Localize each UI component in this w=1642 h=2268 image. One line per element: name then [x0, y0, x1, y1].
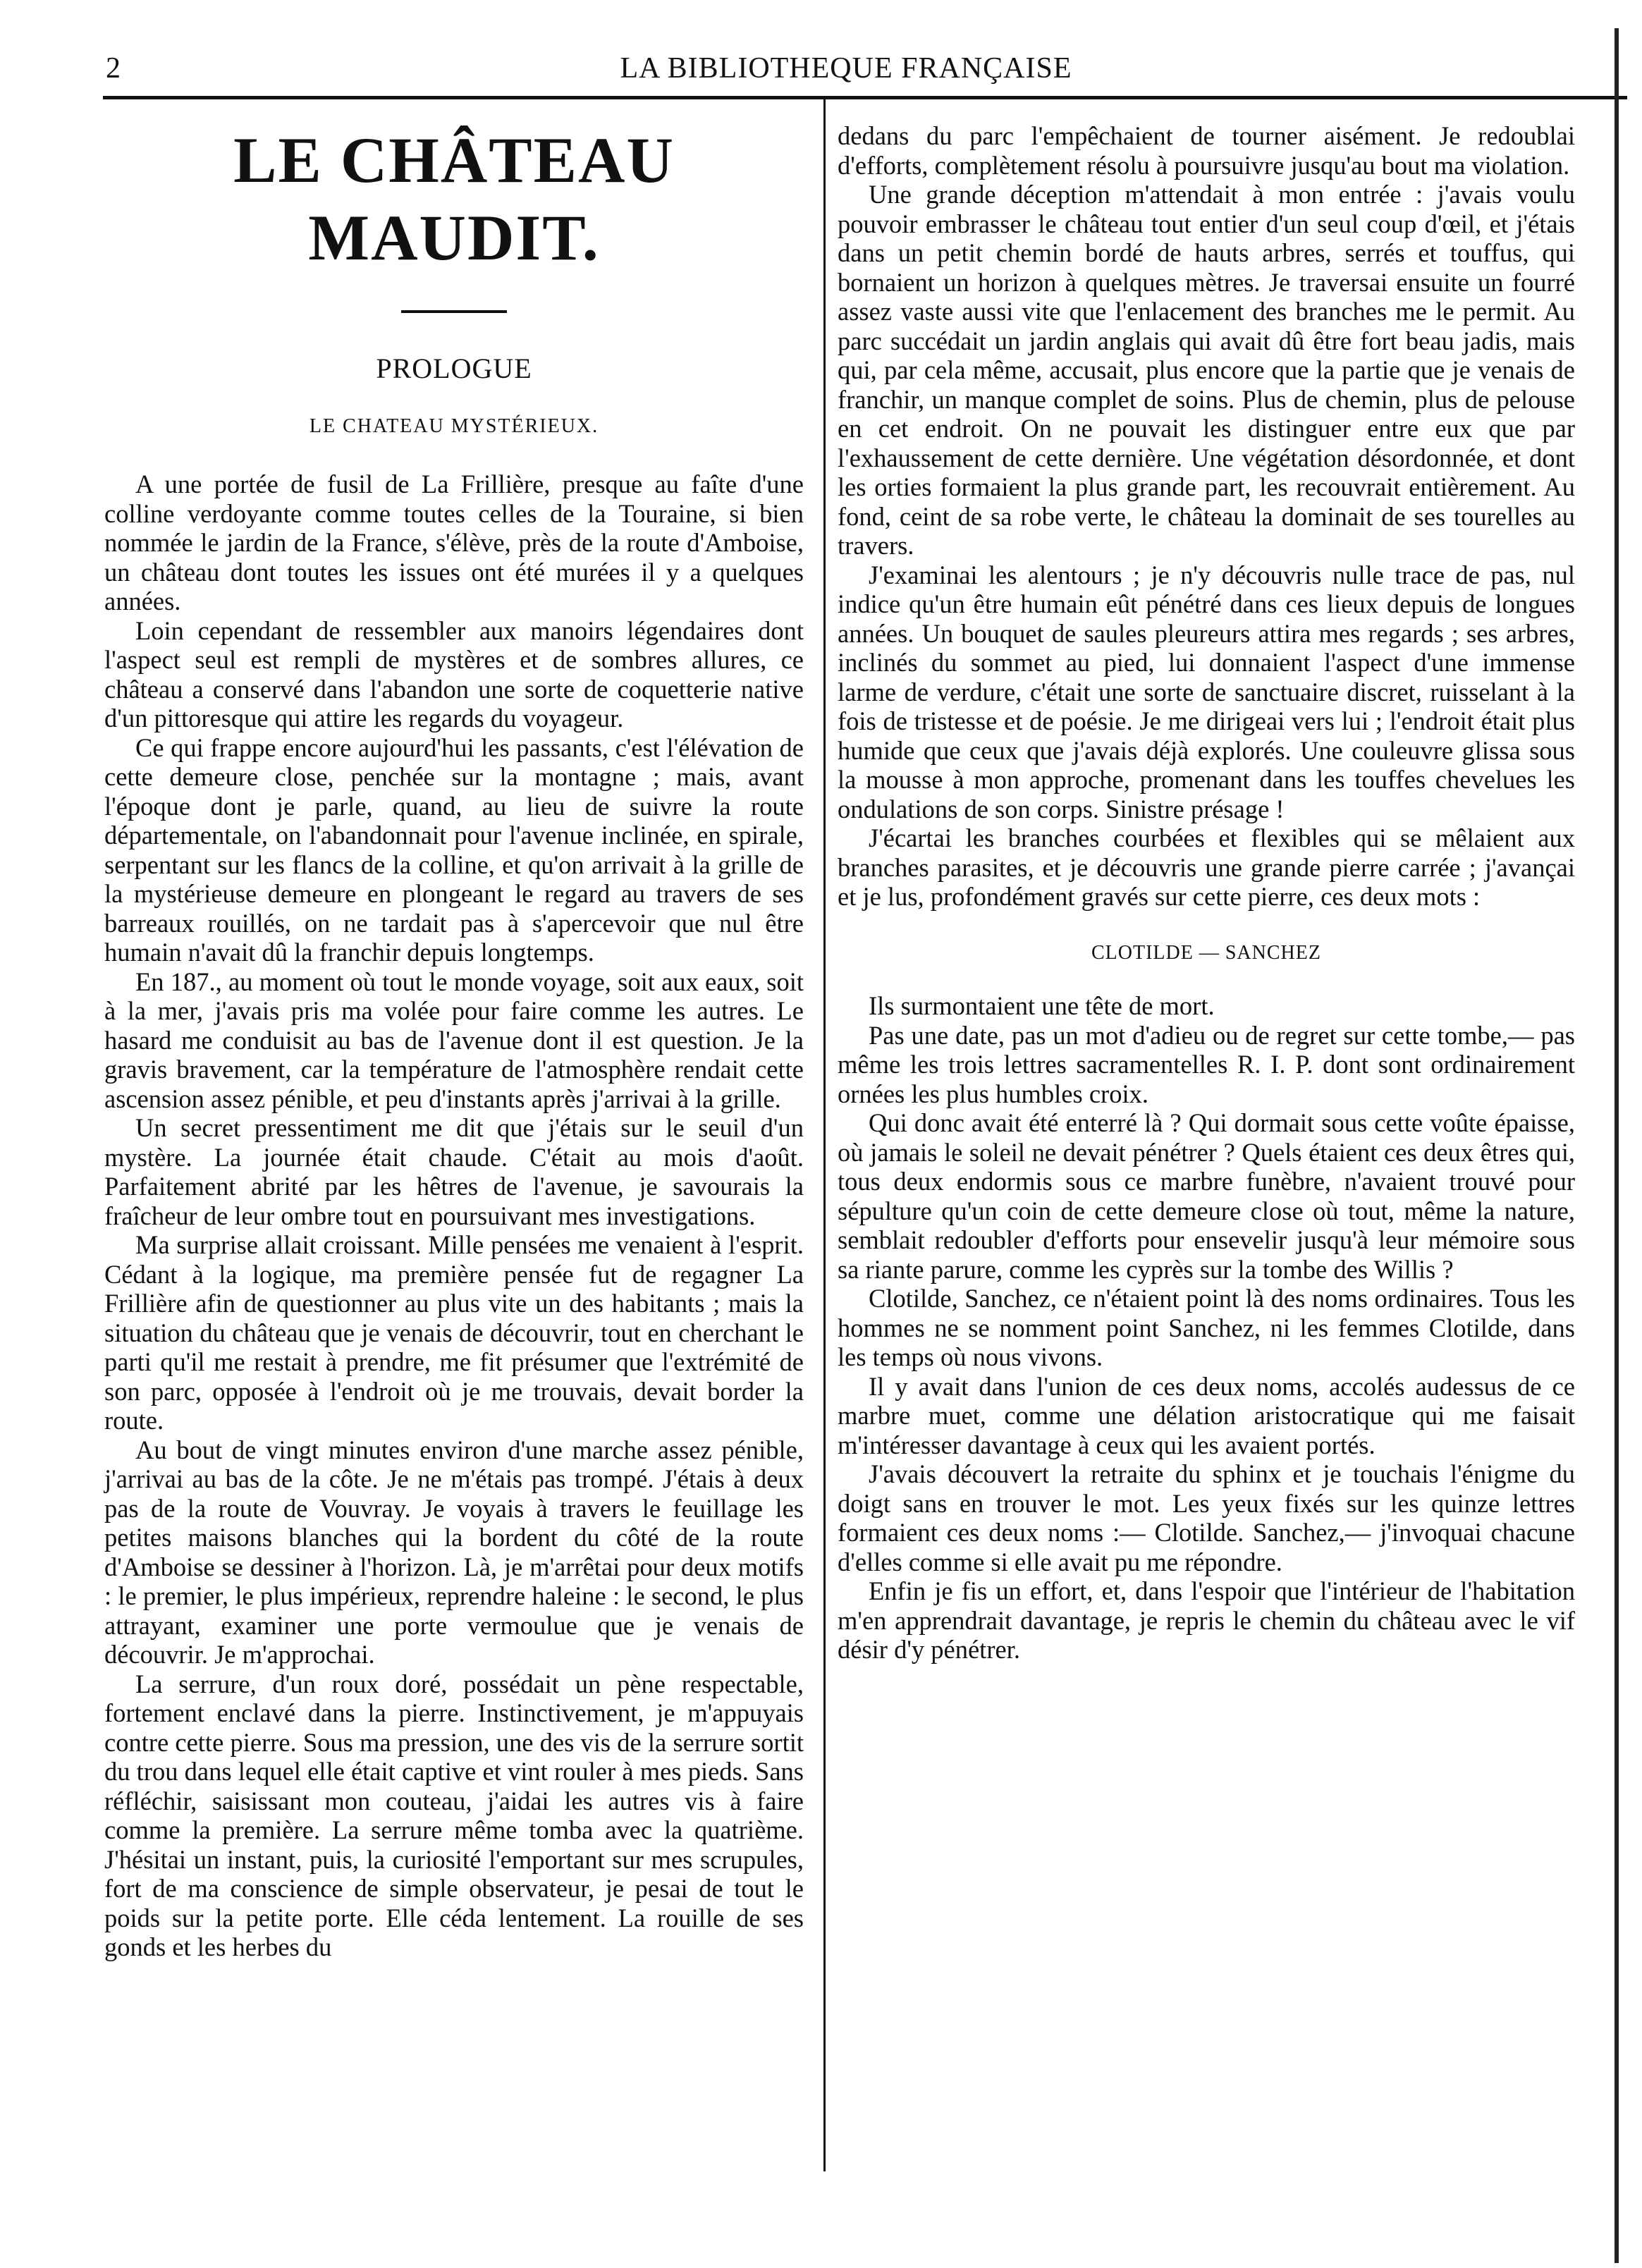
paragraph: La serrure, d'un roux doré, possédait un pène respectable, fortement enclavé dans la pierre. Instinctivement, je m'appuyais contre cette pierre. Sous ma pression, une des vis de la serrure sortit du trou dans lequel elle était captive et vint rouler à mes pieds. Sans réfléchir, saisissant mon couteau, j'aidai les autres vis à faire comme la première. La serrure même tomba avec la quatrième. J'hésitai un instant, puis, la curiosité l'emportant sur mes scrupules, fort de ma conscience de simple observateur, je pesai de tout le poids sur la petite porte. Elle céda lentement. La rouille de ses gonds et les herbes du	[104, 1669, 804, 1961]
column-divider	[823, 99, 826, 2171]
header-rule	[103, 96, 1627, 99]
left-column	[104, 118, 804, 1962]
paragraph: Une grande déception m'attendait à mon entrée : j'avais voulu pouvoir embrasser le château tout entier d'un seul coup d'œil, et j'étais dans un petit chemin bordé de hauts arbres, serrés et touffus, qui bornaient un horizon à quelques mètres. Je traversai ensuite un fourré assez vaste aussi vite que l'enlacement des branches me le permit. Au parc succédait un jardin anglais qui avait dû être fort beau jadis, mais qui, par cela même, accusait, plus encore que la partie que je venais de franchir, un manque complet de soins. Plus de chemin, plus de pelouse en cet endroit. On ne pouvait les distinguer entre eux que par l'exhaussement de cette dernière. Une végétation désordonnée, et dont les orties formaient la plus grande part, les recouvrait entièrement. Au fond, ceint de sa robe verte, le château la dominait de ses tourelles au travers.	[838, 180, 1575, 560]
paragraph: Clotilde, Sanchez, ce n'étaient point là des noms ordinaires. Tous les hommes ne se nomment point Sanchez, ni les femmes Clotilde, dans les temps où nous vivons.	[838, 1284, 1575, 1371]
paragraph: Un secret pressentiment me dit que j'étais sur le seuil d'un mystère. La journée était chaude. C'était au mois d'août. Parfaitement abrité par les hêtres de l'avenue, je savourais la fraîcheur de leur ombre tout en poursuivant mes investigations.	[104, 1113, 804, 1230]
paragraph: Pas une date, pas un mot d'adieu ou de regret sur cette tombe,— pas même les trois lettres sacramentelles R. I. P. dont sont ordinairement ornées les plus humbles croix.	[838, 1020, 1575, 1108]
paragraph: Loin cependant de ressembler aux manoirs légendaires dont l'aspect seul est rempli de mystères et de sombres allures, ce château a conservé dans l'abandon une sorte de coquetterie native d'un pittoresque qui attire les regards du voyageur.	[104, 615, 804, 732]
title-rule	[401, 310, 507, 313]
paragraph: Ma surprise allait croissant. Mille pensées me venaient à l'esprit. Cédant à la logique, ma première pensée fut de regagner La Frillière afin de questionner au plus vite un des habitants ; mais la situation du château que je venais de découvrir, tout en cherchant le parti qu'il me restait à prendre, me fit présumer que l'extrémité de son parc, opposée à l'endroit où je me trouvais, devait border la route.	[104, 1230, 804, 1435]
paragraph: J'écartai les branches courbées et flexibles qui se mêlaient aux branches parasites, et je découvris une grande pierre carrée ; j'avançai et je lus, profondément gravés sur cette pierre, ces deux mots :	[838, 823, 1575, 911]
page-edge-line	[1615, 28, 1619, 2263]
paragraph: dedans du parc l'empêchaient de tourner aisément. Je redoublai d'efforts, complètement résolu à poursuivre jusqu'au bout ma violation.	[838, 121, 1575, 180]
right-column	[838, 121, 1575, 1665]
running-header	[103, 48, 1589, 89]
paragraph: Ils surmontaient une tête de mort.	[869, 991, 1215, 1020]
tomb-inscription: CLOTILDE — SANCHEZ	[1091, 941, 1321, 964]
paragraph: J'examinai les alentours ; je n'y découvris nulle trace de pas, nul indice qu'un être humain eût pénétré dans ces lieux depuis de longues années. Un bouquet de saules pleureurs attira mes regards ; ses arbres, inclinés du sommet au pied, lui donnaient l'aspect d'une immense larme de verdure, c'était une sorte de sanctuaire discret, ruisselant à la fois de tristesse et de poésie. Je me dirigeai vers lui ; l'endroit était plus humide que ceux que j'avais déjà explorés. Une couleuvre glissa sous la mousse à mon approche, promenant dans les touffes chevelues les ondulations de son corps. Sinistre présage !	[838, 560, 1575, 823]
article-title: LE CHÂTEAU MAUDIT.	[233, 124, 675, 274]
paragraph: Enfin je fis un effort, et, dans l'espoir que l'intérieur de l'habitation m'en apprendrait davantage, je repris le chemin du château avec le vif désir d'y pénétrer.	[838, 1576, 1575, 1664]
chapter-heading: LE CHATEAU MYSTÉRIEUX.	[309, 415, 599, 437]
publication-title: LA BIBLIOTHEQUE FRANÇAISE	[620, 52, 1072, 85]
paragraph: Au bout de vingt minutes environ d'une marche assez pénible, j'arrivai au bas de la côte. Je ne m'étais pas trompé. J'étais à deux pas de la route de Vouvray. Je voyais à travers le feuillage les petites maisons blanches qui la bordent du côté de la route d'Amboise se dessiner à l'horizon. Là, je m'arrêtai pour deux motifs : le premier, le plus impérieux, reprendre haleine : le second, le plus attrayant, examiner une porte vermoulue que je venais de découvrir. Je m'approchai.	[104, 1435, 804, 1669]
paragraph: J'avais découvert la retraite du sphinx et je touchais l'énigme du doigt sans en trouver le mot. Les yeux fixés sur les quinze lettres formaient ces deux noms :— Clotilde. Sanchez,— j'invoquai chacune d'elles comme si elle avait pu me répondre.	[838, 1459, 1575, 1576]
paragraph: Ce qui frappe encore aujourd'hui les passants, c'est l'élévation de cette demeure close, penchée sur la montagne ; mais, avant l'époque dont je parle, quand, au lieu de suivre la route départementale, on l'abandonnait pour l'avenue inclinée, en spirale, serpentant sur les flancs de la colline, et qu'on arrivait à la grille de la mystérieuse demeure en plongeant le regard au travers de ses barreaux rouillés, on ne tardait pas à s'apercevoir que nul être humain n'avait dû la franchir depuis longtemps.	[104, 732, 804, 967]
section-heading: PROLOGUE	[376, 353, 532, 384]
paragraph: Il y avait dans l'union de ces deux noms, accolés audessus de ce marbre muet, comme une délation aristocratique qui me faisait m'intéresser davantage à ceux qui les avaient portés.	[838, 1371, 1575, 1459]
paragraph: Qui donc avait été enterré là ? Qui dormait sous cette voûte épaisse, où jamais le soleil ne devait pénétrer ? Quels étaient ces deux êtres qui, tous deux endormis sous ce marbre funèbre, n'avaient trouvé pour sépulture qu'un coin de cette demeure close où tout, même la nature, semblait redoubler d'efforts pour ensevelir jusqu'à leur mémoire sous sa riante parure, comme les cyprès sur la tombe des Willis ?	[838, 1108, 1575, 1284]
paragraph: A une portée de fusil de La Frillière, presque au faîte d'une colline verdoyante comme toutes celles de la Touraine, si bien nommée le jardin de la France, s'élève, près de la route d'Amboise, un château dont toutes les issues ont été murées il y a quelques années.	[104, 470, 804, 615]
paragraph: En 187., au moment où tout le monde voyage, soit aux eaux, soit à la mer, j'avais pris ma volée pour faire comme les autres. Le hasard me conduisit au bas de l'avenue dont il est question. Je la gravis bravement, car la température de l'atmosphère rendait cette ascension assez pénible, et peu d'instants après j'arrivai à la grille.	[104, 967, 804, 1113]
page-number: 2	[106, 52, 121, 85]
